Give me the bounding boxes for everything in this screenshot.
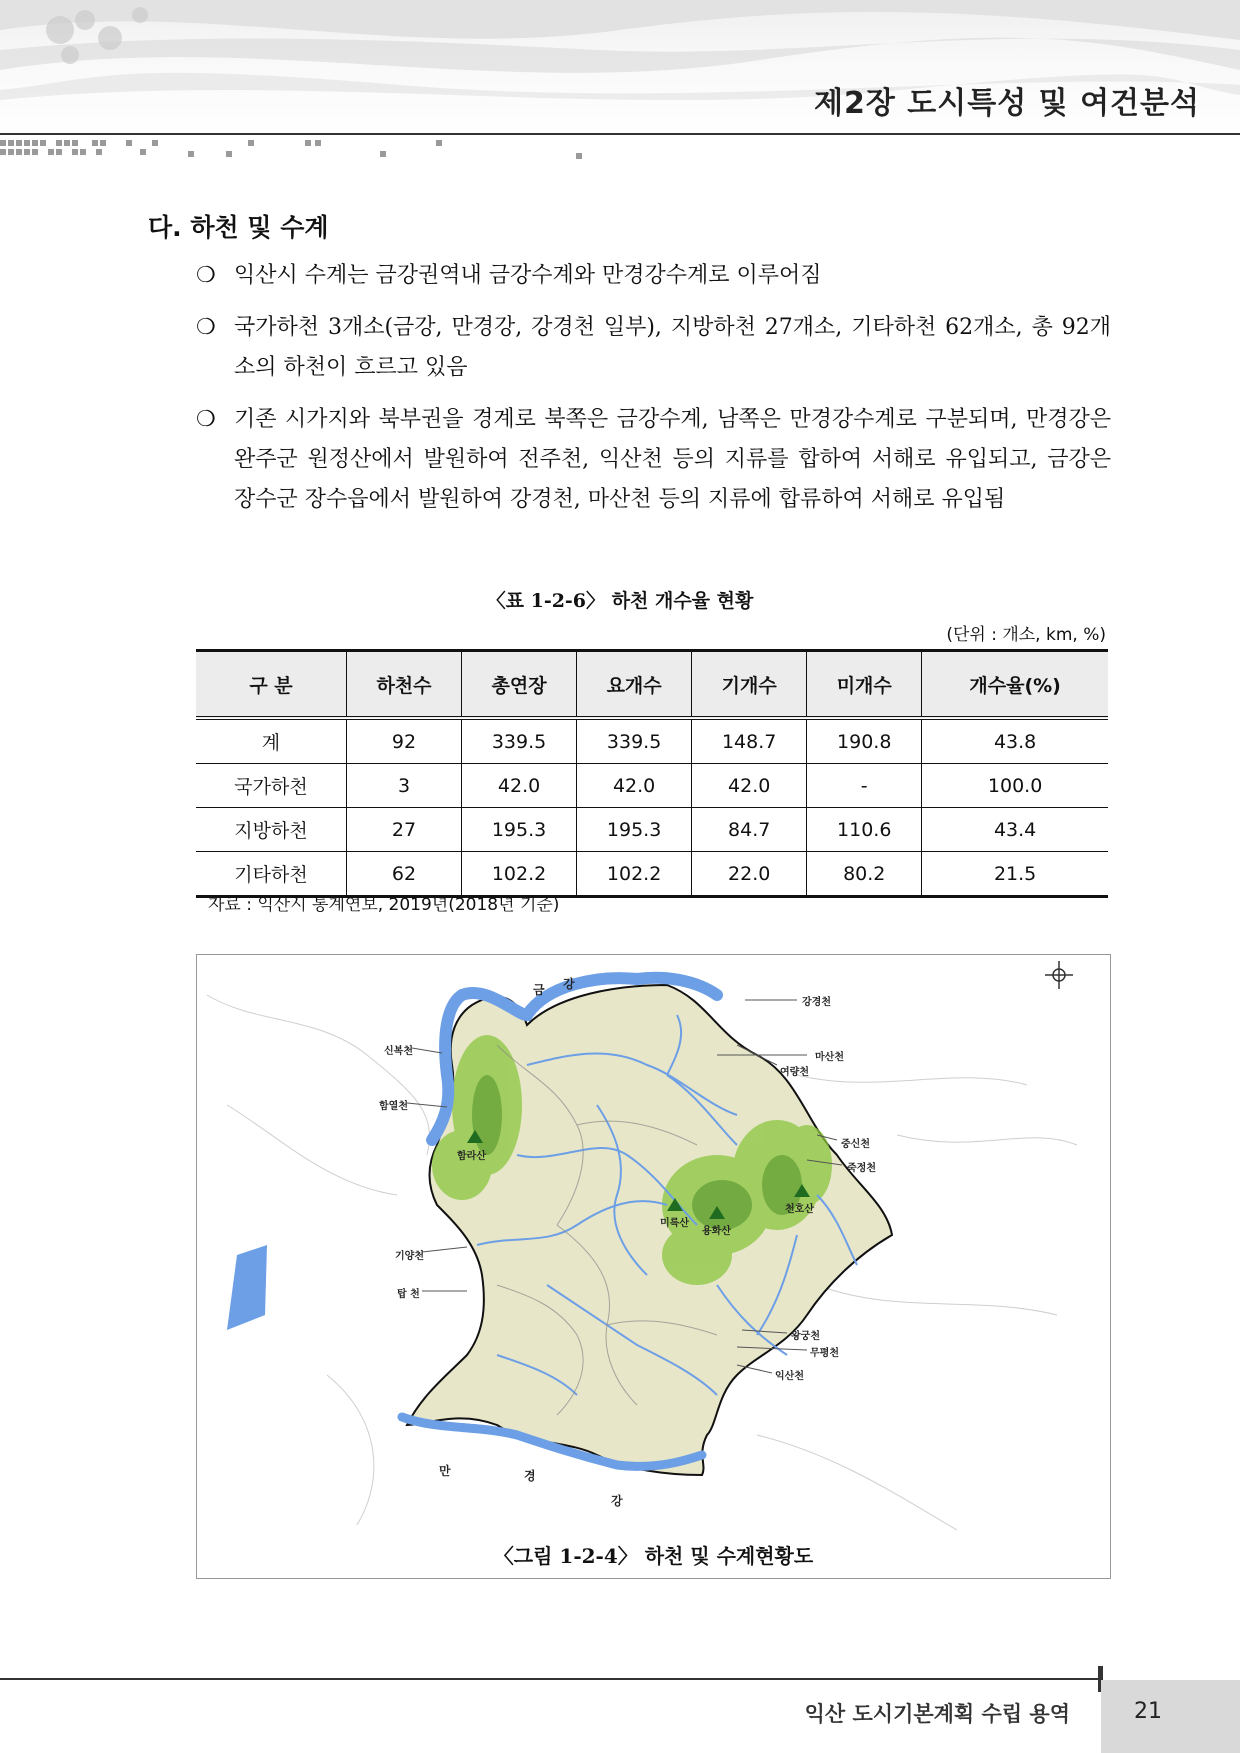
table-cell: 80.2 <box>807 852 922 897</box>
table-cell: 92 <box>346 718 461 764</box>
mountain-label: 천호산 <box>785 1204 814 1215</box>
table-cell: 기타하천 <box>196 852 346 897</box>
table-cell: 42.0 <box>692 764 807 808</box>
mountain-label: 미륵산 <box>660 1218 689 1229</box>
mountain-label: 함라산 <box>457 1151 486 1162</box>
table-cell: 102.2 <box>577 852 692 897</box>
river-label-mangyeong: 강 <box>611 1494 623 1508</box>
bullet-mark: ❍ <box>196 315 216 340</box>
stream-label: 탑 천 <box>397 1289 420 1300</box>
page-number: 21 <box>1134 1699 1162 1724</box>
bullet-text: 기존 시가지와 북부권을 경계로 북쪽은 금강수계, 남쪽은 만경강수계로 구분되며, 만경강은 완주군 원정산에서 발원하여 전주천, 익산천 등의 지류를 합하여 서해로 유입되고, 금강은 장수군 장수읍에서 발원하여 강경천, 마산천 등의 지류에 합류하여 서해로 유입됨 <box>234 407 1111 512</box>
stream-label: 무평천 <box>810 1348 839 1359</box>
table-cell: 62 <box>346 852 461 897</box>
table-cell: 3 <box>346 764 461 808</box>
table-cell: 27 <box>346 808 461 852</box>
stream-label: 함열천 <box>379 1101 408 1112</box>
table-cell: 100.0 <box>922 764 1108 808</box>
table-cell: 22.0 <box>692 852 807 897</box>
river-map-figure <box>196 954 1111 1579</box>
table-cell: 계 <box>196 718 346 764</box>
column-header: 개수율(%) <box>922 651 1108 719</box>
table-cell: 339.5 <box>462 718 577 764</box>
bullet-list <box>196 256 1111 532</box>
river-label-geum: 금 <box>533 983 545 997</box>
table-cell: 42.0 <box>577 764 692 808</box>
river-label-geum: 강 <box>563 977 575 991</box>
table-cell: 43.8 <box>922 718 1108 764</box>
column-header: 하천수 <box>346 651 461 719</box>
table-row <box>196 718 1108 764</box>
bullet-mark: ❍ <box>196 407 216 432</box>
header-square-pattern <box>0 137 600 162</box>
table-cell: 84.7 <box>692 808 807 852</box>
footer-title: 익산 도시기본계획 수립 용역 <box>804 1702 1070 1726</box>
table-cell: 190.8 <box>807 718 922 764</box>
table-cell: 42.0 <box>462 764 577 808</box>
table-cell: 43.4 <box>922 808 1108 852</box>
header-rule <box>0 133 1240 135</box>
table-caption: 〈표 1-2-6〉 하천 개수율 현황 <box>486 590 754 612</box>
column-header: 구 분 <box>196 651 346 719</box>
stream-label: 신복천 <box>384 1046 413 1057</box>
stream-label: 강경천 <box>802 997 831 1008</box>
bullet-item <box>196 400 1111 520</box>
table-cell: 국가하천 <box>196 764 346 808</box>
river-improvement-table <box>196 649 1108 898</box>
bullet-text: 익산시 수계는 금강권역내 금강수계와 만경강수계로 이루어짐 <box>234 263 822 288</box>
stream-label: 중신천 <box>841 1139 870 1150</box>
bullet-item <box>196 308 1111 388</box>
table-cell: 148.7 <box>692 718 807 764</box>
bullet-item <box>196 256 1111 296</box>
bullet-mark: ❍ <box>196 263 216 288</box>
column-header: 미개수 <box>807 651 922 719</box>
river-label-mangyeong: 경 <box>524 1469 536 1483</box>
chapter-title: 제2장 도시특성 및 여건분석 <box>814 86 1200 121</box>
table-cell: 102.2 <box>462 852 577 897</box>
stream-label: 죽정천 <box>847 1163 876 1174</box>
stream-label: 기양천 <box>395 1251 424 1262</box>
table-cell: 195.3 <box>462 808 577 852</box>
table-header-row <box>196 651 1108 719</box>
table-unit: (단위 : 개소, km, %) <box>946 625 1106 645</box>
column-header: 요개수 <box>577 651 692 719</box>
table-cell: - <box>807 764 922 808</box>
table-cell: 339.5 <box>577 718 692 764</box>
river-system-map <box>197 955 1110 1535</box>
footer-rule <box>0 1678 1100 1680</box>
column-header: 총연장 <box>462 651 577 719</box>
table-row <box>196 764 1108 808</box>
figure-caption: 〈그림 1-2-4〉 하천 및 수계현황도 <box>493 1544 814 1568</box>
page-number-box <box>1101 1680 1240 1753</box>
stream-label: 여량천 <box>780 1067 809 1078</box>
table-cell: 110.6 <box>807 808 922 852</box>
bullet-text: 국가하천 3개소(금강, 만경강, 강경천 일부), 지방하천 27개소, 기타하천 62개소, 총 92개소의 하천이 흐르고 있음 <box>234 315 1111 380</box>
river-label-mangyeong: 만 <box>439 1464 451 1478</box>
section-heading: 다. 하천 및 수계 <box>148 213 329 242</box>
table-cell: 지방하천 <box>196 808 346 852</box>
table-cell: 21.5 <box>922 852 1108 897</box>
mountain-label: 용화산 <box>702 1226 731 1237</box>
stream-label: 왕궁천 <box>791 1331 820 1342</box>
table-source: 자료 : 익산시 통계연보, 2019년(2018년 기준) <box>208 895 560 915</box>
stream-label: 마산천 <box>815 1052 844 1063</box>
table-row <box>196 808 1108 852</box>
column-header: 기개수 <box>692 651 807 719</box>
stream-label: 익산천 <box>775 1371 804 1382</box>
table-cell: 195.3 <box>577 808 692 852</box>
